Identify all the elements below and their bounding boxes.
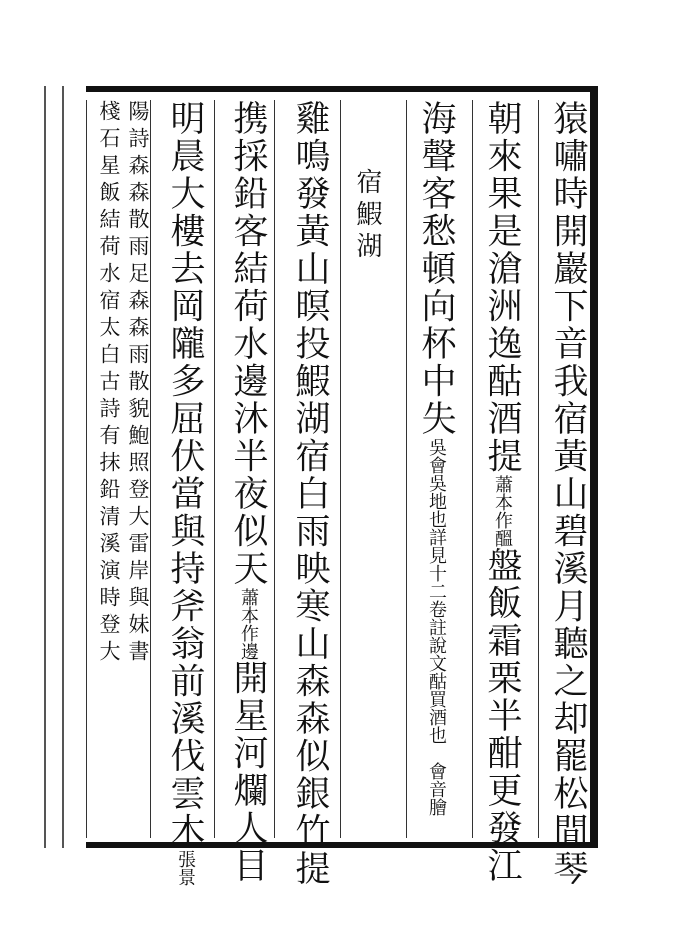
annotation-line: 蕭本作 [492,475,513,529]
column-rule [538,100,539,838]
annotation-line: 蕭本 [238,587,259,624]
column-rule [274,100,275,838]
text-column-7 [162,100,205,886]
column-text: 海聲客愁頓向杯中失 [416,100,456,438]
commentary-column-9 [93,100,119,667]
text-column-6 [225,100,268,885]
text-column-3 [413,100,456,816]
column-text: 盤飯霜栗半酣更發江 [482,547,522,885]
column-text: 猿嘯時開巖下音我宿黃山碧溪月聽之却罷松間琴 [548,100,588,888]
column-rule [86,100,87,838]
column-text: 明晨大樓去岡隴多屈伏當與持斧翁前溪伐雲木 [165,100,205,850]
annotation-line: 吳會吳地也詳見十二卷註 [426,437,447,636]
annotation-line: 張景 [175,850,196,886]
annotation-note [492,475,511,547]
page-spine [36,86,80,848]
annotation-line: 作邊 [238,623,259,660]
column-rule [150,100,151,838]
text-column-5 [287,100,330,888]
column-text: 朝來果是滄洲逸酤酒提 [482,100,522,475]
commentary-text: 棧石星飯結荷水宿太白古詩有抹鉛清溪演時登大 [97,100,121,667]
column-rule [214,100,215,838]
annotation-note [426,438,445,816]
annotation-note [238,588,257,660]
annotation-line: 說文酤買酒也 會音膾 [426,635,447,816]
column-text: 携採鉛客結荷水邊沐半夜似天 [228,100,268,588]
column-rule [472,100,473,838]
poem-title [354,168,380,264]
column-rule [340,100,341,838]
page-frame-right [590,86,598,848]
commentary-column-8 [122,100,148,667]
commentary-text: 陽詩森森散雨足森森雨散貌鮑照登大雷岸與妹書 [126,100,150,667]
title-text: 宿鰕湖 [352,168,382,264]
annotation-line: 醞 [492,529,513,547]
text-column-1 [545,100,588,888]
column-text: 開星河爛人目 [228,659,268,885]
column-text: 雞鳴發黃山暝投鰕湖宿白雨映寒山森森似銀竹提 [290,100,330,888]
text-column-2 [479,100,522,885]
page-frame-top [86,86,598,92]
column-rule [406,100,407,838]
